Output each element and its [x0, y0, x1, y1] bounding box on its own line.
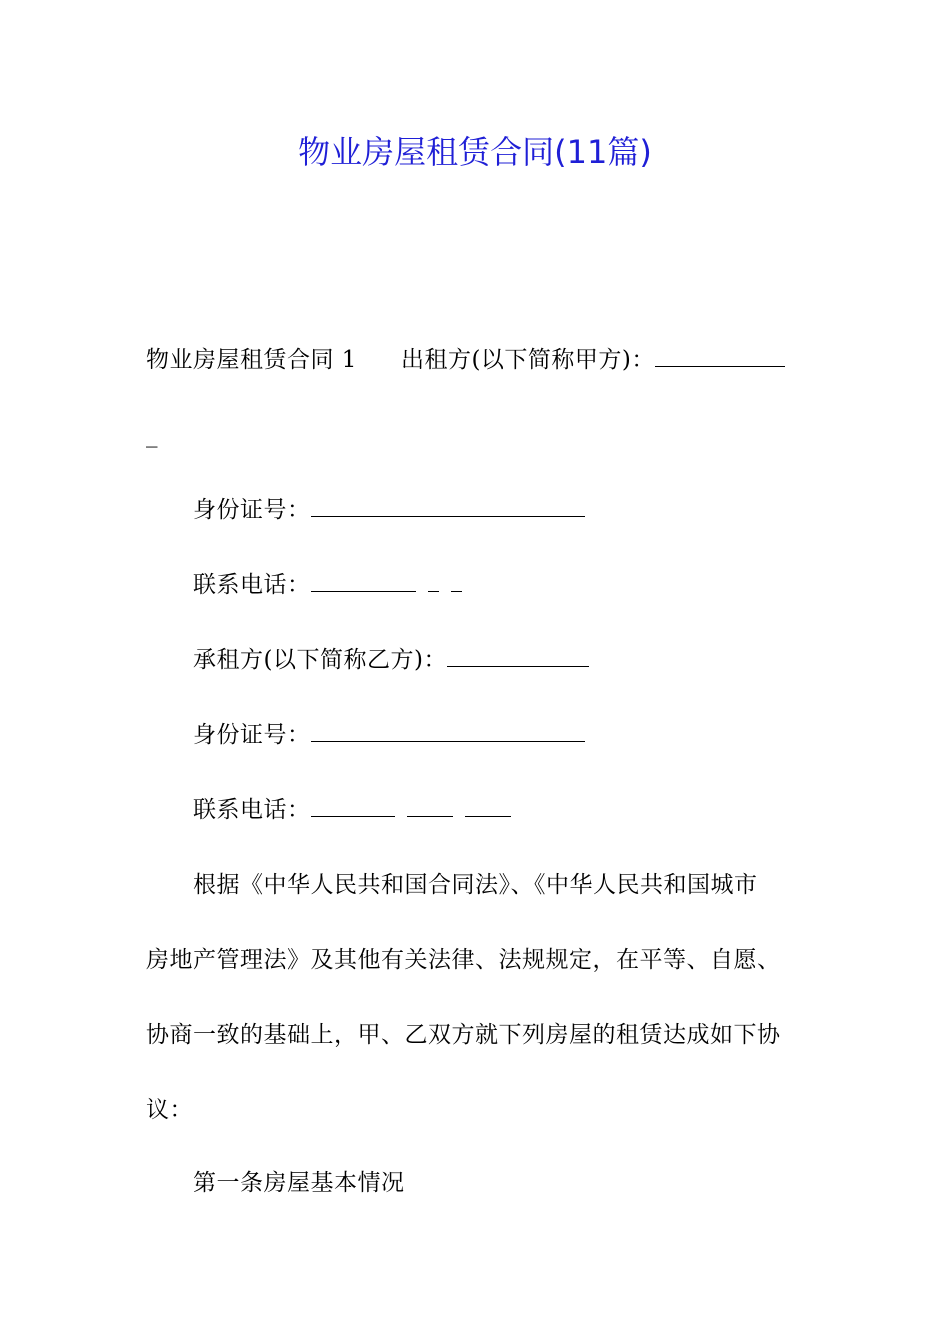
- lessee-label: 承租方(以下简称乙方)：: [193, 647, 447, 673]
- lessor-phone-blank: [311, 571, 416, 592]
- lessee-phone-blank-3: [465, 796, 511, 817]
- lessee-id-line: [193, 720, 585, 750]
- lessee-id-blank: [311, 721, 585, 742]
- lessor-name-blank: [655, 346, 785, 367]
- lessor-phone-label: 联系电话：: [193, 572, 311, 598]
- article-1-heading: 第一条房屋基本情况: [193, 1170, 405, 1196]
- lessor-label: 出租方(以下简称甲方)：: [400, 347, 655, 373]
- lessee-phone-line: [193, 795, 511, 825]
- lessee-id-label: 身份证号：: [193, 722, 311, 748]
- lessee-phone-blank-2: [407, 796, 453, 817]
- lessee-phone-blank: [311, 796, 395, 817]
- heading-line: [146, 345, 785, 375]
- lessee-phone-label: 联系电话：: [193, 797, 311, 823]
- paragraph-line-1: 根据《中华人民共和国合同法》、《中华人民共和国城市: [193, 872, 758, 898]
- lessee-line: [193, 645, 589, 675]
- lessor-id-line: [193, 495, 585, 525]
- lessee-name-blank: [447, 646, 589, 667]
- lessor-id-label: 身份证号：: [193, 497, 311, 523]
- section-label: 物业房屋租赁合同 1: [146, 347, 357, 373]
- lessor-phone-blank-3: [451, 571, 462, 592]
- paragraph-line-4: 议：: [146, 1097, 193, 1123]
- lessor-id-blank: [311, 496, 585, 517]
- paragraph-line-3: 协商一致的基础上，甲、乙双方就下列房屋的租赁达成如下协: [146, 1022, 781, 1048]
- paragraph-line-2: 房地产管理法》及其他有关法律、法规规定，在平等、自愿、: [146, 947, 781, 973]
- lessor-phone-line: [193, 570, 462, 600]
- document-title: 物业房屋租赁合同(11篇): [298, 133, 652, 171]
- lessor-phone-blank-2: [428, 571, 439, 592]
- continuation-mark: _: [146, 422, 158, 448]
